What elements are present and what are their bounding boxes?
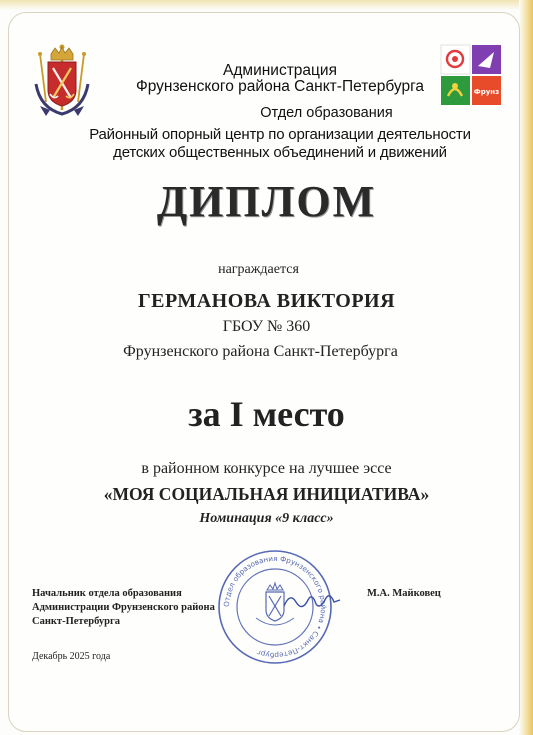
center-logo-icon	[440, 44, 502, 106]
nomination: Номинация «9 класс»	[199, 511, 334, 526]
department-title: Отдел образования	[260, 105, 393, 121]
signer-name: М.А. Майковец	[367, 588, 441, 599]
school-name: ГБОУ № 360	[222, 318, 311, 335]
diploma-title: ДИПЛОМ	[156, 177, 377, 226]
school-district: Фрунзенского района Санкт-Петербурга	[123, 343, 398, 360]
logo-text: Фрунз	[473, 88, 500, 96]
signer-position-line3: Санкт-Петербурга	[32, 616, 121, 627]
admin-district: Фрунзенского района Санкт-Петербурга	[135, 78, 425, 95]
page-top-edge	[0, 0, 533, 10]
contest-name: «МОЯ СОЦИАЛЬНАЯ ИНИЦИАТИВА»	[103, 484, 430, 504]
stamp-text: Отдел образования Фрунзенского района • Санкт-Петербург	[221, 553, 329, 661]
center-title-line2: детских общественных объединений и движений	[113, 144, 447, 161]
signer-position-line1: Начальник отдела образования	[32, 588, 182, 599]
admin-title: Администрация	[223, 62, 337, 79]
center-title-line1: Районный опорный центр по организации деятельности	[89, 126, 471, 143]
issue-date: Декабрь 2025 года	[32, 651, 111, 662]
handwritten-signature	[282, 588, 342, 612]
award-place: за I место	[188, 394, 345, 434]
signer-position-line2: Администрации Фрунзенского района	[32, 602, 215, 613]
recipient-name: ГЕРМАНОВА ВИКТОРИЯ	[137, 290, 396, 312]
contest-description: в районном конкурсе на лучшее эссе	[141, 460, 392, 477]
awarded-text: награждается	[218, 262, 299, 277]
